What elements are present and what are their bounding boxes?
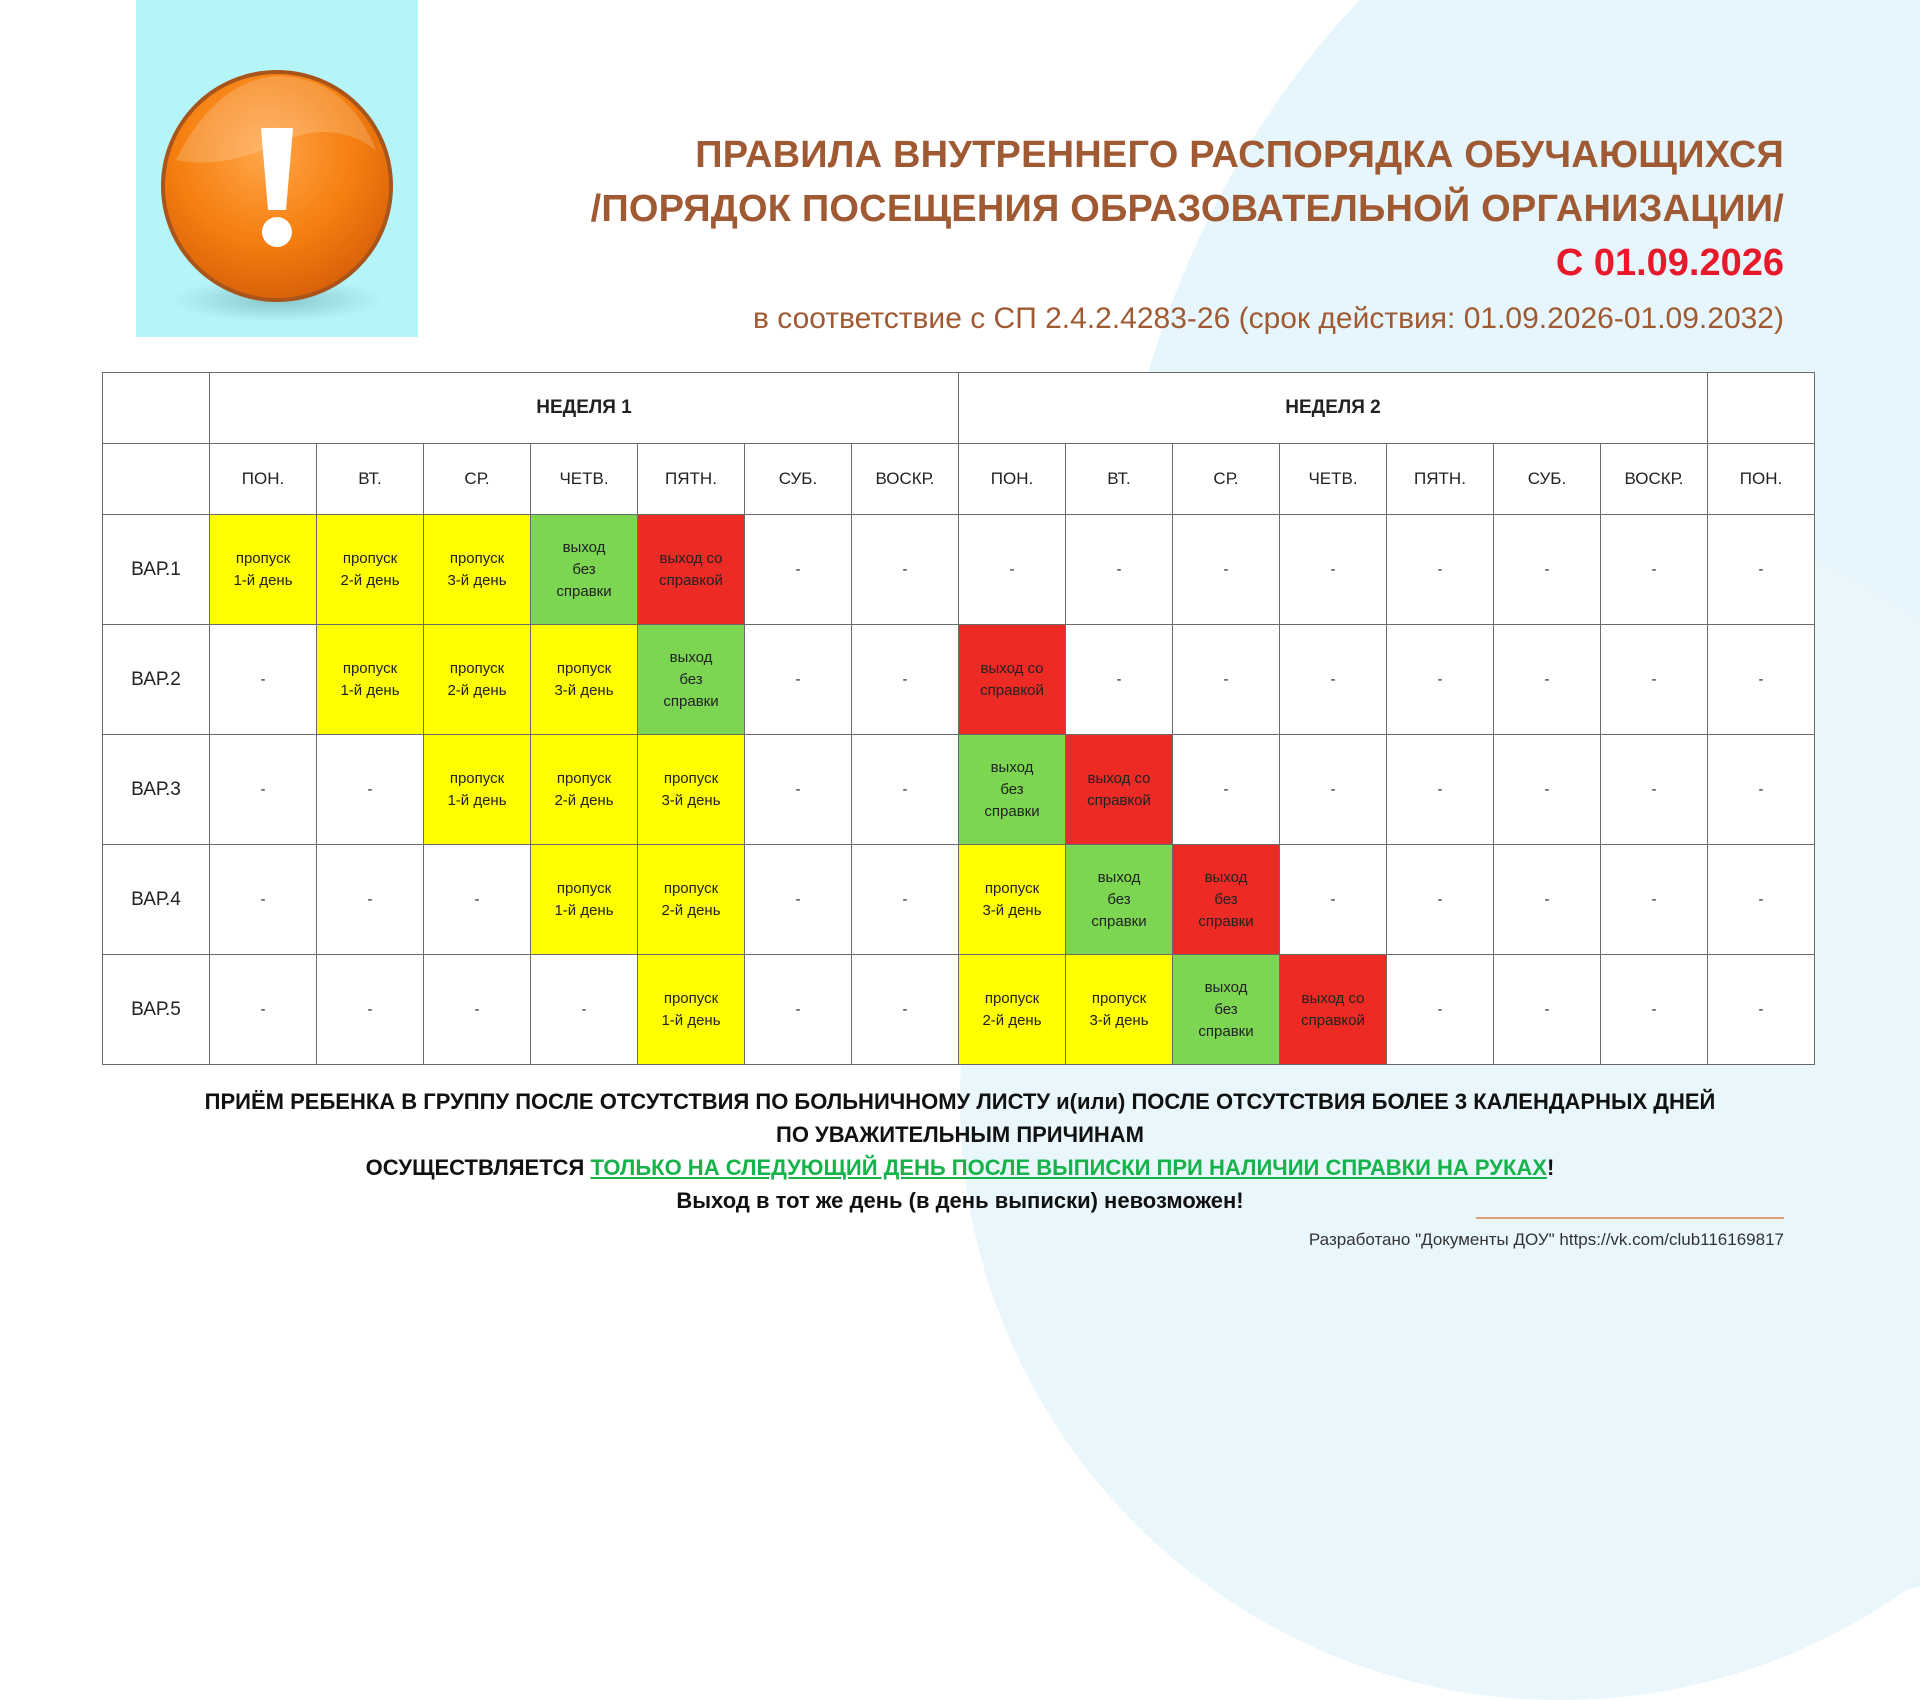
schedule-cell bbox=[424, 735, 531, 845]
schedule-cell bbox=[1173, 515, 1280, 625]
cell-text-line: без bbox=[679, 670, 703, 688]
notice-highlight: ТОЛЬКО НА СЛЕДУЮЩИЙ ДЕНЬ ПОСЛЕ ВЫПИСКИ ПРИ НАЛИЧИИ СПРАВКИ НА РУКАХ bbox=[590, 1155, 1547, 1180]
cell-text-line: - bbox=[795, 1000, 801, 1018]
schedule-cell bbox=[210, 625, 317, 735]
schedule-cell bbox=[317, 515, 424, 625]
cell-text-line: - bbox=[1437, 890, 1443, 908]
schedule-cell bbox=[424, 845, 531, 955]
cell-text-line: - bbox=[1223, 780, 1229, 798]
day-header: ПОН. bbox=[210, 444, 317, 515]
cell-text-line: пропуск bbox=[449, 769, 505, 787]
variant-row bbox=[103, 845, 1815, 955]
schedule-cell bbox=[852, 625, 959, 735]
cell-text-line: без bbox=[572, 560, 596, 578]
week-header-empty bbox=[1708, 373, 1815, 444]
cell-text-line: - bbox=[795, 670, 801, 688]
cell-text-line: - bbox=[1651, 780, 1657, 798]
schedule-cell bbox=[1173, 625, 1280, 735]
schedule-cell bbox=[1708, 735, 1815, 845]
schedule-cell bbox=[745, 955, 852, 1065]
variant-label: ВАР.3 bbox=[103, 735, 210, 845]
cell-text-line: 2-й день bbox=[340, 571, 400, 589]
cell-text-line: справки bbox=[556, 582, 612, 600]
cell-text-line: выход со bbox=[980, 659, 1044, 677]
week-header-2: НЕДЕЛЯ 2 bbox=[959, 373, 1708, 444]
schedule-cell bbox=[1066, 625, 1173, 735]
cell-text-line: 3-й день bbox=[982, 901, 1042, 919]
schedule-cell bbox=[638, 735, 745, 845]
schedule-cell bbox=[959, 845, 1066, 955]
cell-text-line: - bbox=[474, 890, 480, 908]
cell-text-line: выход со bbox=[659, 549, 723, 567]
cell-text-line: пропуск bbox=[556, 769, 612, 787]
schedule-cell bbox=[959, 625, 1066, 735]
cell-text-line: пропуск bbox=[556, 659, 612, 677]
cell-text-line: справки bbox=[1198, 912, 1254, 930]
credit-divider bbox=[1476, 1217, 1784, 1219]
week-header-1: НЕДЕЛЯ 1 bbox=[210, 373, 959, 444]
schedule-cell bbox=[1494, 955, 1601, 1065]
cell-text-line: - bbox=[474, 1000, 480, 1018]
notice-line-4: Выход в тот же день (в день выписки) невозможен! bbox=[676, 1188, 1244, 1213]
schedule-cell bbox=[1494, 515, 1601, 625]
cell-text-line: - bbox=[902, 1000, 908, 1018]
cell-text-line: пропуск bbox=[342, 549, 398, 567]
cell-text-line: - bbox=[1544, 1000, 1550, 1018]
cell-text-line: - bbox=[1330, 780, 1336, 798]
cell-text-line: 2-й день bbox=[447, 681, 507, 699]
cell-text-line: 1-й день bbox=[661, 1011, 721, 1029]
effective-date: С 01.09.2026 bbox=[1555, 242, 1784, 284]
cell-text-line: пропуск bbox=[342, 659, 398, 677]
cell-text-line: 2-й день bbox=[661, 901, 721, 919]
schedule-cell bbox=[531, 515, 638, 625]
cell-text-line: - bbox=[1009, 560, 1015, 578]
day-header: ВТ. bbox=[317, 444, 424, 515]
schedule-cell bbox=[317, 735, 424, 845]
cell-text-line: - bbox=[1758, 560, 1764, 578]
cell-text-line: - bbox=[367, 1000, 373, 1018]
logo-panel bbox=[136, 0, 418, 337]
schedule-cell bbox=[1066, 515, 1173, 625]
cell-text-line: справки bbox=[663, 692, 719, 710]
cell-text-line: - bbox=[1437, 670, 1443, 688]
schedule-cell bbox=[745, 845, 852, 955]
schedule-cell bbox=[424, 625, 531, 735]
day-header: СР. bbox=[1173, 444, 1280, 515]
cell-text-line: без bbox=[1000, 780, 1024, 798]
cell-text-line: - bbox=[260, 1000, 266, 1018]
schedule-cell bbox=[852, 515, 959, 625]
cell-text-line: 2-й день bbox=[554, 791, 614, 809]
cell-text-line: - bbox=[1437, 1000, 1443, 1018]
cell-text-line: - bbox=[260, 890, 266, 908]
schedule-cell bbox=[1387, 955, 1494, 1065]
cell-text-line: справки bbox=[1198, 1022, 1254, 1040]
schedule-cell bbox=[959, 515, 1066, 625]
cell-text-line: - bbox=[1330, 560, 1336, 578]
cell-text-line: - bbox=[1116, 670, 1122, 688]
cell-text-line: пропуск bbox=[663, 879, 719, 897]
schedule-cell bbox=[959, 955, 1066, 1065]
cell-text-line: выход bbox=[669, 648, 713, 666]
cell-text-line: 3-й день bbox=[1089, 1011, 1149, 1029]
cell-text-line: выход со bbox=[1301, 989, 1365, 1007]
schedule-cell bbox=[1708, 515, 1815, 625]
cell-text-line: - bbox=[1651, 560, 1657, 578]
cell-text-line: - bbox=[902, 780, 908, 798]
cell-text-line: - bbox=[795, 560, 801, 578]
day-header: ПОН. bbox=[1708, 444, 1815, 515]
cell-text-line: пропуск bbox=[235, 549, 291, 567]
schedule-cell bbox=[852, 735, 959, 845]
cell-text-line: пропуск bbox=[1091, 989, 1147, 1007]
schedule-cell bbox=[852, 955, 959, 1065]
cell-text-line: выход bbox=[990, 758, 1034, 776]
schedule-cell bbox=[1494, 735, 1601, 845]
footer-notice bbox=[102, 1085, 1818, 1217]
cell-text-line: - bbox=[260, 780, 266, 798]
cell-text-line: - bbox=[1437, 780, 1443, 798]
cell-text-line: выход bbox=[1204, 978, 1248, 996]
schedule-cell bbox=[1708, 625, 1815, 735]
schedule-cell bbox=[317, 845, 424, 955]
day-header: ПЯТН. bbox=[638, 444, 745, 515]
notice-line-2: ПО УВАЖИТЕЛЬНЫМ ПРИЧИНАМ bbox=[776, 1122, 1144, 1147]
cell-text-line: 3-й день bbox=[661, 791, 721, 809]
variant-label: ВАР.5 bbox=[103, 955, 210, 1065]
schedule-cell bbox=[1173, 735, 1280, 845]
schedule-cell bbox=[959, 735, 1066, 845]
schedule-cell bbox=[1494, 845, 1601, 955]
cell-text-line: пропуск bbox=[663, 769, 719, 787]
day-header: ПЯТН. bbox=[1387, 444, 1494, 515]
cell-text-line: без bbox=[1214, 890, 1238, 908]
cell-text-line: 2-й день bbox=[982, 1011, 1042, 1029]
schedule-cell bbox=[1601, 845, 1708, 955]
schedule-cell bbox=[1066, 845, 1173, 955]
schedule-cell bbox=[1173, 845, 1280, 955]
schedule-cell bbox=[1387, 515, 1494, 625]
schedule-cell bbox=[1280, 955, 1387, 1065]
schedule-cell bbox=[1387, 735, 1494, 845]
cell-text-line: - bbox=[1651, 1000, 1657, 1018]
schedule-cell bbox=[210, 735, 317, 845]
schedule-cell bbox=[210, 955, 317, 1065]
cell-text-line: - bbox=[1223, 560, 1229, 578]
day-header: СУБ. bbox=[1494, 444, 1601, 515]
day-header: ПОН. bbox=[959, 444, 1066, 515]
cell-text-line: справки bbox=[984, 802, 1040, 820]
cell-text-line: - bbox=[1223, 670, 1229, 688]
cell-text-line: - bbox=[1330, 890, 1336, 908]
cell-text-line: - bbox=[260, 670, 266, 688]
cell-text-line: пропуск bbox=[449, 549, 505, 567]
cell-text-line: - bbox=[1330, 670, 1336, 688]
cell-text-line: - bbox=[1758, 670, 1764, 688]
variant-row bbox=[103, 735, 1815, 845]
notice-line-3-prefix: ОСУЩЕСТВЛЯЕТСЯ bbox=[365, 1155, 591, 1180]
cell-text-line: выход со bbox=[1087, 769, 1151, 787]
schedule-table-wrapper bbox=[102, 372, 1815, 1065]
day-header: СР. bbox=[424, 444, 531, 515]
day-header: ЧЕТВ. bbox=[531, 444, 638, 515]
schedule-cell bbox=[1601, 625, 1708, 735]
cell-text-line: - bbox=[367, 780, 373, 798]
cell-text-line: - bbox=[1437, 560, 1443, 578]
cell-text-line: 1-й день bbox=[554, 901, 614, 919]
schedule-cell bbox=[638, 955, 745, 1065]
schedule-cell bbox=[1708, 955, 1815, 1065]
cell-text-line: - bbox=[581, 1000, 587, 1018]
schedule-cell bbox=[317, 625, 424, 735]
schedule-table bbox=[102, 372, 1815, 1065]
cell-text-line: пропуск bbox=[984, 989, 1040, 1007]
schedule-cell bbox=[531, 625, 638, 735]
warning-exclamation-icon bbox=[136, 0, 418, 337]
schedule-cell bbox=[1601, 735, 1708, 845]
cell-text-line: - bbox=[795, 890, 801, 908]
cell-text-line: - bbox=[1544, 670, 1550, 688]
variant-row bbox=[103, 955, 1815, 1065]
notice-line-3 bbox=[102, 1151, 1818, 1184]
schedule-cell bbox=[1708, 845, 1815, 955]
day-header: СУБ. bbox=[745, 444, 852, 515]
day-header: ВОСКР. bbox=[852, 444, 959, 515]
schedule-cell bbox=[210, 845, 317, 955]
schedule-cell bbox=[1280, 515, 1387, 625]
cell-text-line: выход bbox=[1204, 868, 1248, 886]
cell-text-line: 3-й день bbox=[447, 571, 507, 589]
schedule-cell bbox=[1066, 735, 1173, 845]
schedule-cell bbox=[1280, 625, 1387, 735]
cell-text-line: - bbox=[1651, 890, 1657, 908]
schedule-cell bbox=[1601, 955, 1708, 1065]
schedule-cell bbox=[317, 955, 424, 1065]
header bbox=[591, 128, 1784, 346]
cell-text-line: пропуск bbox=[984, 879, 1040, 897]
cell-text-line: справкой bbox=[980, 681, 1044, 699]
cell-text-line: - bbox=[1758, 890, 1764, 908]
cell-text-line: - bbox=[1544, 560, 1550, 578]
title-line-1: ПРАВИЛА ВНУТРЕННЕГО РАСПОРЯДКА ОБУЧАЮЩИХСЯ bbox=[695, 134, 1784, 176]
cell-text-line: без bbox=[1214, 1000, 1238, 1018]
cell-text-line: 1-й день bbox=[447, 791, 507, 809]
schedule-cell bbox=[745, 735, 852, 845]
cell-text-line: 3-й день bbox=[554, 681, 614, 699]
cell-text-line: 1-й день bbox=[233, 571, 293, 589]
schedule-cell bbox=[1280, 845, 1387, 955]
schedule-cell bbox=[638, 515, 745, 625]
cell-text-line: - bbox=[367, 890, 373, 908]
cell-text-line: справки bbox=[1091, 912, 1147, 930]
day-header-row bbox=[103, 444, 1815, 515]
schedule-cell bbox=[638, 845, 745, 955]
day-header: ЧЕТВ. bbox=[1280, 444, 1387, 515]
cell-text-line: - bbox=[902, 670, 908, 688]
cell-text-line: пропуск bbox=[663, 989, 719, 1007]
schedule-cell bbox=[424, 955, 531, 1065]
schedule-cell bbox=[1387, 625, 1494, 735]
schedule-cell bbox=[531, 735, 638, 845]
cell-text-line: справкой bbox=[1087, 791, 1151, 809]
variant-label: ВАР.1 bbox=[103, 515, 210, 625]
cell-text-line: - bbox=[1116, 560, 1122, 578]
schedule-cell bbox=[1494, 625, 1601, 735]
schedule-cell bbox=[1173, 955, 1280, 1065]
cell-text-line: - bbox=[1758, 780, 1764, 798]
cell-text-line: - bbox=[1544, 780, 1550, 798]
schedule-cell bbox=[1066, 955, 1173, 1065]
cell-text-line: - bbox=[795, 780, 801, 798]
variant-row bbox=[103, 625, 1815, 735]
schedule-cell bbox=[638, 625, 745, 735]
schedule-cell bbox=[1387, 845, 1494, 955]
title-line-2: /ПОРЯДОК ПОСЕЩЕНИЯ ОБРАЗОВАТЕЛЬНОЙ ОРГАНИЗАЦИИ/ bbox=[590, 188, 1784, 230]
cell-text-line: - bbox=[1651, 670, 1657, 688]
variant-label: ВАР.2 bbox=[103, 625, 210, 735]
variant-row bbox=[103, 515, 1815, 625]
cell-text-line: - bbox=[1758, 1000, 1764, 1018]
schedule-cell bbox=[1280, 735, 1387, 845]
cell-text-line: справкой bbox=[659, 571, 723, 589]
schedule-cell bbox=[424, 515, 531, 625]
cell-text-line: пропуск bbox=[449, 659, 505, 677]
cell-text-line: справкой bbox=[1301, 1011, 1365, 1029]
cell-text-line: - bbox=[902, 890, 908, 908]
subtitle: в соответствие с СП 2.4.2.4283-26 (срок действия: 01.09.2026-01.09.2032) bbox=[753, 302, 1784, 335]
cell-text-line: выход bbox=[1097, 868, 1141, 886]
cell-text-line: пропуск bbox=[556, 879, 612, 897]
week-header-row bbox=[103, 373, 1815, 444]
cell-text-line: выход bbox=[562, 538, 606, 556]
corner-cell bbox=[103, 373, 210, 444]
notice-line-3-suffix: ! bbox=[1546, 1155, 1555, 1180]
day-corner-cell bbox=[103, 444, 210, 515]
schedule-cell bbox=[745, 625, 852, 735]
day-header: ВТ. bbox=[1066, 444, 1173, 515]
notice-line-1: ПРИЁМ РЕБЕНКА В ГРУППУ ПОСЛЕ ОТСУТСТВИЯ ПО БОЛЬНИЧНОМУ ЛИСТУ и(или) ПОСЛЕ ОТСУТСТВИЯ БОЛЕЕ 3 КАЛЕНДАРНЫХ ДНЕЙ bbox=[204, 1089, 1716, 1114]
variant-label: ВАР.4 bbox=[103, 845, 210, 955]
schedule-cell bbox=[210, 515, 317, 625]
cell-text-line: - bbox=[1544, 890, 1550, 908]
schedule-cell bbox=[745, 515, 852, 625]
cell-text-line: - bbox=[902, 560, 908, 578]
cell-text-line: без bbox=[1107, 890, 1131, 908]
schedule-cell bbox=[1601, 515, 1708, 625]
cell-text-line: 1-й день bbox=[340, 681, 400, 699]
schedule-cell bbox=[531, 955, 638, 1065]
day-header: ВОСКР. bbox=[1601, 444, 1708, 515]
schedule-cell bbox=[531, 845, 638, 955]
credit-text: Разработано "Документы ДОУ" https://vk.com/club116169817 bbox=[1308, 1230, 1784, 1249]
schedule-cell bbox=[852, 845, 959, 955]
